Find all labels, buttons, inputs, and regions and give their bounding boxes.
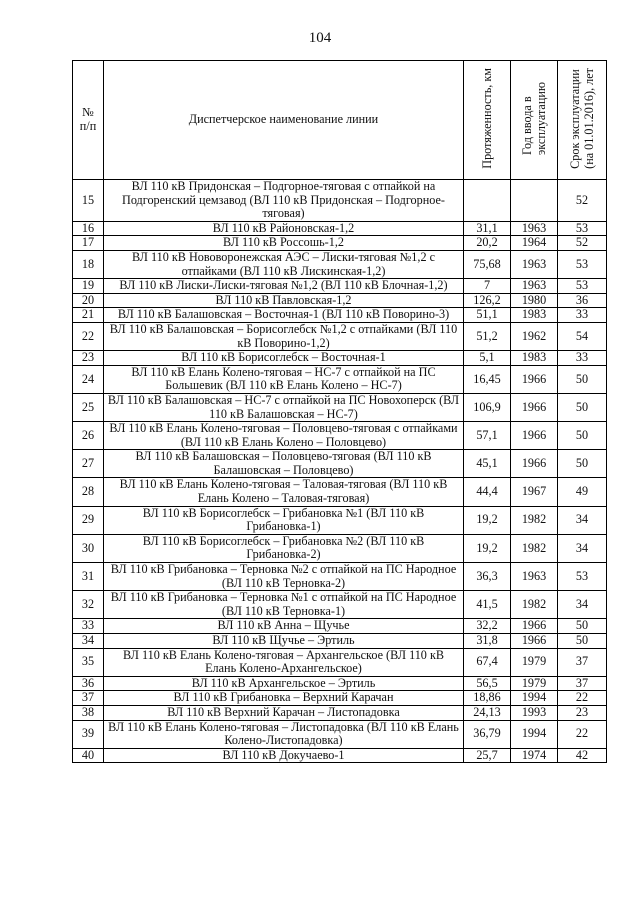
commissioning-year: 1993	[511, 705, 558, 720]
service-life-years: 49	[558, 478, 607, 506]
row-number: 33	[73, 619, 104, 634]
row-number: 17	[73, 236, 104, 251]
line-name: ВЛ 110 кВ Грибановка – Терновка №2 с отпайкой на ПС Народное (ВЛ 110 кВ Терновка-2)	[104, 563, 464, 591]
length-km: 57,1	[464, 422, 511, 450]
service-life-years: 36	[558, 293, 607, 308]
row-number: 28	[73, 478, 104, 506]
service-life-years: 34	[558, 506, 607, 534]
table-row	[73, 221, 607, 236]
line-name: ВЛ 110 кВ Лиски-Лиски-тяговая №1,2 (ВЛ 110 кВ Блочная-1,2)	[104, 279, 464, 294]
table-row	[73, 720, 607, 748]
row-number: 25	[73, 393, 104, 421]
row-number: 19	[73, 279, 104, 294]
service-life-years: 22	[558, 720, 607, 748]
row-number: 29	[73, 506, 104, 534]
row-number: 34	[73, 634, 104, 649]
length-km	[464, 180, 511, 222]
line-name: ВЛ 110 кВ Щучье – Эртиль	[104, 634, 464, 649]
line-name: ВЛ 110 кВ Балашовская – Половцево-тяговая (ВЛ 110 кВ Балашовская – Половцево)	[104, 450, 464, 478]
row-number: 26	[73, 422, 104, 450]
line-name: ВЛ 110 кВ Нововоронежская АЭС – Лиски-тяговая №1,2 с отпайками (ВЛ 110 кВ Лискинская-1,2)	[104, 250, 464, 278]
table-row	[73, 748, 607, 763]
commissioning-year: 1962	[511, 322, 558, 350]
length-km: 51,2	[464, 322, 511, 350]
table-row	[73, 619, 607, 634]
table-row	[73, 676, 607, 691]
line-name: ВЛ 110 кВ Борисоглебск – Восточная-1	[104, 351, 464, 366]
service-life-years: 53	[558, 221, 607, 236]
table-row	[73, 506, 607, 534]
commissioning-year: 1994	[511, 720, 558, 748]
length-km: 25,7	[464, 748, 511, 763]
length-km: 24,13	[464, 705, 511, 720]
commissioning-year: 1974	[511, 748, 558, 763]
row-number: 38	[73, 705, 104, 720]
service-life-years: 33	[558, 308, 607, 323]
row-number: 21	[73, 308, 104, 323]
length-km: 51,1	[464, 308, 511, 323]
length-km: 67,4	[464, 648, 511, 676]
length-km: 36,79	[464, 720, 511, 748]
table-row	[73, 591, 607, 619]
header-number: № п/п	[73, 61, 104, 180]
table-row	[73, 450, 607, 478]
commissioning-year: 1966	[511, 422, 558, 450]
service-life-years: 37	[558, 648, 607, 676]
length-km: 5,1	[464, 351, 511, 366]
commissioning-year: 1983	[511, 351, 558, 366]
commissioning-year: 1982	[511, 534, 558, 562]
service-life-years: 23	[558, 705, 607, 720]
commissioning-year: 1966	[511, 619, 558, 634]
table-row	[73, 478, 607, 506]
row-number: 40	[73, 748, 104, 763]
table-row	[73, 351, 607, 366]
line-name: ВЛ 110 кВ Районовская-1,2	[104, 221, 464, 236]
length-km: 41,5	[464, 591, 511, 619]
service-life-years: 34	[558, 534, 607, 562]
row-number: 36	[73, 676, 104, 691]
line-name: ВЛ 110 кВ Архангельское – Эртиль	[104, 676, 464, 691]
commissioning-year: 1963	[511, 250, 558, 278]
commissioning-year: 1964	[511, 236, 558, 251]
length-km: 45,1	[464, 450, 511, 478]
length-km: 19,2	[464, 506, 511, 534]
table-body	[73, 180, 607, 763]
commissioning-year: 1963	[511, 221, 558, 236]
row-number: 27	[73, 450, 104, 478]
line-name: ВЛ 110 кВ Россошь-1,2	[104, 236, 464, 251]
commissioning-year: 1963	[511, 563, 558, 591]
length-km: 126,2	[464, 293, 511, 308]
service-life-years: 53	[558, 563, 607, 591]
commissioning-year: 1982	[511, 591, 558, 619]
service-life-years: 53	[558, 250, 607, 278]
service-life-years: 50	[558, 365, 607, 393]
table-row	[73, 705, 607, 720]
length-km: 7	[464, 279, 511, 294]
length-km: 106,9	[464, 393, 511, 421]
service-life-years: 42	[558, 748, 607, 763]
row-number: 30	[73, 534, 104, 562]
line-name: ВЛ 110 кВ Павловская-1,2	[104, 293, 464, 308]
table-row	[73, 534, 607, 562]
service-life-years: 52	[558, 180, 607, 222]
line-name: ВЛ 110 кВ Балашовская – НС-7 с отпайкой на ПС Новохоперск (ВЛ 110 кВ Балашовская – НС-7)	[104, 393, 464, 421]
service-life-years: 34	[558, 591, 607, 619]
line-name: ВЛ 110 кВ Грибановка – Верхний Карачан	[104, 691, 464, 706]
line-name: ВЛ 110 кВ Елань Колено-тяговая – Архангельское (ВЛ 110 кВ Елань Колено-Архангельское)	[104, 648, 464, 676]
commissioning-year	[511, 180, 558, 222]
service-life-years: 33	[558, 351, 607, 366]
length-km: 19,2	[464, 534, 511, 562]
line-name: ВЛ 110 кВ Придонская – Подгорное-тяговая с отпайкой на Подгоренский цемзавод (ВЛ 110 кВ Придонская – Подгорное-тяговая)	[104, 180, 464, 222]
commissioning-year: 1966	[511, 634, 558, 649]
service-life-years: 54	[558, 322, 607, 350]
power-lines-table	[72, 60, 607, 763]
line-name: ВЛ 110 кВ Верхний Карачан – Листопадовка	[104, 705, 464, 720]
service-life-years: 37	[558, 676, 607, 691]
service-life-years: 50	[558, 634, 607, 649]
commissioning-year: 1966	[511, 365, 558, 393]
table-row	[73, 365, 607, 393]
table-row	[73, 236, 607, 251]
row-number: 31	[73, 563, 104, 591]
length-km: 36,3	[464, 563, 511, 591]
row-number: 37	[73, 691, 104, 706]
header-service-life: Срок эксплуатации (на 01.01.2016), лет	[558, 61, 607, 180]
row-number: 23	[73, 351, 104, 366]
table-row	[73, 648, 607, 676]
table-row	[73, 563, 607, 591]
table-row	[73, 250, 607, 278]
row-number: 16	[73, 221, 104, 236]
line-name: ВЛ 110 кВ Елань Колено-тяговая – НС-7 с отпайкой на ПС Большевик (ВЛ 110 кВ Елань Колено – НС-7)	[104, 365, 464, 393]
line-name: ВЛ 110 кВ Елань Колено-тяговая – Таловая-тяговая (ВЛ 110 кВ Елань Колено – Таловая-тяговая)	[104, 478, 464, 506]
length-km: 56,5	[464, 676, 511, 691]
line-name: ВЛ 110 кВ Балашовская – Восточная-1 (ВЛ 110 кВ Поворино-3)	[104, 308, 464, 323]
table-header-row	[73, 61, 607, 180]
row-number: 39	[73, 720, 104, 748]
line-name: ВЛ 110 кВ Грибановка – Терновка №1 с отпайкой на ПС Народное (ВЛ 110 кВ Терновка-1)	[104, 591, 464, 619]
length-km: 31,1	[464, 221, 511, 236]
header-line-name: Диспетчерское наименование линии	[104, 61, 464, 180]
service-life-years: 50	[558, 393, 607, 421]
commissioning-year: 1980	[511, 293, 558, 308]
table-row	[73, 279, 607, 294]
commissioning-year: 1982	[511, 506, 558, 534]
service-life-years: 22	[558, 691, 607, 706]
commissioning-year: 1979	[511, 676, 558, 691]
length-km: 31,8	[464, 634, 511, 649]
commissioning-year: 1994	[511, 691, 558, 706]
commissioning-year: 1979	[511, 648, 558, 676]
table-row	[73, 322, 607, 350]
length-km: 20,2	[464, 236, 511, 251]
commissioning-year: 1983	[511, 308, 558, 323]
row-number: 24	[73, 365, 104, 393]
row-number: 32	[73, 591, 104, 619]
commissioning-year: 1966	[511, 393, 558, 421]
service-life-years: 50	[558, 450, 607, 478]
service-life-years: 50	[558, 422, 607, 450]
commissioning-year: 1966	[511, 450, 558, 478]
length-km: 32,2	[464, 619, 511, 634]
service-life-years: 50	[558, 619, 607, 634]
table-row	[73, 180, 607, 222]
length-km: 75,68	[464, 250, 511, 278]
header-length: Протяженность, км	[464, 61, 511, 180]
length-km: 16,45	[464, 365, 511, 393]
page-number: 104	[308, 30, 332, 46]
header-commissioning-year: Год ввода в эксплуатацию	[511, 61, 558, 180]
length-km: 18,86	[464, 691, 511, 706]
table-row	[73, 308, 607, 323]
line-name: ВЛ 110 кВ Борисоглебск – Грибановка №1 (ВЛ 110 кВ Грибановка-1)	[104, 506, 464, 534]
row-number: 15	[73, 180, 104, 222]
length-km: 44,4	[464, 478, 511, 506]
row-number: 18	[73, 250, 104, 278]
service-life-years: 53	[558, 279, 607, 294]
line-name: ВЛ 110 кВ Докучаево-1	[104, 748, 464, 763]
service-life-years: 52	[558, 236, 607, 251]
row-number: 35	[73, 648, 104, 676]
commissioning-year: 1967	[511, 478, 558, 506]
table-row	[73, 393, 607, 421]
table-row	[73, 691, 607, 706]
row-number: 22	[73, 322, 104, 350]
table-row	[73, 293, 607, 308]
line-name: ВЛ 110 кВ Балашовская – Борисоглебск №1,2 с отпайками (ВЛ 110 кВ Поворино-1,2)	[104, 322, 464, 350]
row-number: 20	[73, 293, 104, 308]
table-row	[73, 422, 607, 450]
commissioning-year: 1963	[511, 279, 558, 294]
line-name: ВЛ 110 кВ Борисоглебск – Грибановка №2 (ВЛ 110 кВ Грибановка-2)	[104, 534, 464, 562]
table-row	[73, 634, 607, 649]
line-name: ВЛ 110 кВ Анна – Щучье	[104, 619, 464, 634]
line-name: ВЛ 110 кВ Елань Колено-тяговая – Листопадовка (ВЛ 110 кВ Елань Колено-Листопадовка)	[104, 720, 464, 748]
line-name: ВЛ 110 кВ Елань Колено-тяговая – Половцево-тяговая с отпайками (ВЛ 110 кВ Елань Колено – Половцево)	[104, 422, 464, 450]
